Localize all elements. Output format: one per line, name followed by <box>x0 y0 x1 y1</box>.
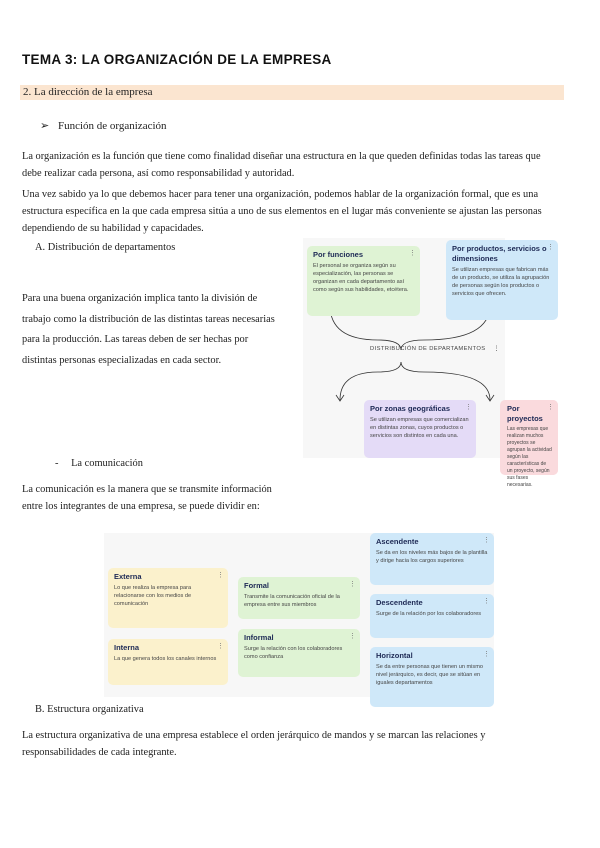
paragraph-organizacion <box>22 148 577 182</box>
diagram-center-text: DISTRIBUCIÓN DE DEPARTAMENTOS <box>370 346 486 352</box>
card-informal <box>238 629 360 677</box>
card-formal <box>238 577 360 619</box>
paragraph-comunicacion <box>22 481 322 515</box>
paragraph-line: dependiendo de su habilidad y capacidades. <box>22 223 204 234</box>
card-por-proyectos-content <box>501 400 558 488</box>
paragraph-line: responsabilidades de cada integrante. <box>22 747 177 758</box>
card-body: Se da entre personas que tienen un mismo nivel jerárquico, es decir, que se sitúan en iguales departamentos <box>376 664 483 686</box>
card-horizontal <box>370 647 494 707</box>
card-ascendente <box>370 533 494 585</box>
diagram-center-label <box>370 346 500 352</box>
more-icon: ⋮ <box>547 404 554 411</box>
paragraph-line: para la producción. Las tareas deben de ser hechas por <box>22 334 249 345</box>
card-body: Se utilizan empresas que fabrican más de un producto, se utiliza la agrupación de personas según los productos o servicios que ofrecen. <box>452 267 550 297</box>
card-title: Descendente <box>376 598 423 607</box>
page-title: TEMA 3: LA ORGANIZACIÓN DE LA EMPRESA <box>22 52 332 67</box>
paragraph-line: La comunicación es la manera que se transmite información <box>22 484 272 495</box>
more-icon: ⋮ <box>483 651 490 658</box>
arrow-bullet-icon: ➢ <box>40 120 50 132</box>
more-icon: ⋮ <box>547 244 554 251</box>
card-por-zonas <box>364 400 476 458</box>
card-title: Ascendente <box>376 537 419 546</box>
card-body: El personal se organiza según su especialización, las personas se organizan en cada departamento así como según sus habilidades, etcétera. <box>313 263 409 293</box>
more-icon: ⋮ <box>349 633 356 640</box>
card-title: Por funciones <box>313 250 364 259</box>
card-body: Las empresas que realizan muchos proyectos se agrupan la actividad según las características de un proyecto, según sus fases necesarias. <box>507 426 552 488</box>
card-body: Lo que realiza la empresa para relacionarse con los medios de comunicación <box>114 585 192 607</box>
more-icon: ⋮ <box>349 581 356 588</box>
card-title: Formal <box>244 581 270 590</box>
card-body: Se da en los niveles más bajos de la plantilla y dirige hacia los cargos superiores <box>376 550 488 564</box>
card-interna <box>108 639 228 685</box>
card-title: Por zonas geográficas <box>370 404 451 413</box>
more-icon: ⋮ <box>409 250 416 257</box>
paragraph-line: entre los integrantes de una empresa, se puede dividir en: <box>22 501 260 512</box>
card-descendente <box>370 594 494 638</box>
card-title: Interna <box>114 643 140 652</box>
card-title: Por proyectos <box>507 404 543 423</box>
card-body: La que genera todos los canales internos <box>114 656 217 662</box>
paragraph-estructura <box>22 727 577 761</box>
dash-heading-text: La comunicación <box>71 458 143 469</box>
more-icon: ⋮ <box>217 572 224 579</box>
card-title: Por productos, servicios o dimensiones <box>452 244 547 263</box>
card-por-funciones <box>307 246 420 316</box>
card-body: Transmite la comunicación oficial de la empresa entre sus miembros <box>244 594 340 608</box>
more-icon: ⋮ <box>483 598 490 605</box>
bullet-heading <box>40 119 167 132</box>
paragraph-line: estructura específica en la que cada empresa sitúa a uno de sus elementos en el lugar más conveniente se ajustan las personas <box>22 206 542 217</box>
paragraph-line: Una vez sabido ya lo que debemos hacer para tener una organización, podemos hablar de la organización formal, que es una <box>22 189 539 200</box>
card-externa <box>108 568 228 628</box>
paragraph-distribucion <box>22 289 302 371</box>
section-heading: 2. La dirección de la empresa <box>23 86 153 98</box>
card-por-productos <box>446 240 558 320</box>
card-body: Se utilizan empresas que comercializan en distintas zonas, cuyos productos o servicios son distintos en cada una. <box>370 417 469 439</box>
bullet-heading-text: Función de organización <box>57 120 167 132</box>
subheading-a: A. Distribución de departamentos <box>35 242 176 253</box>
paragraph-line: trabajo como la distribución de las distintas tareas necesarias <box>22 313 275 325</box>
card-title: Externa <box>114 572 142 581</box>
more-icon: ⋮ <box>465 404 472 411</box>
more-icon: ⋮ <box>483 537 490 544</box>
paragraph-line: La estructura organizativa de una empresa establece el orden jerárquico de mandos y se marcan las relaciones y <box>22 730 486 741</box>
dash-marker: - <box>55 458 59 469</box>
more-icon: ⋮ <box>493 346 500 352</box>
card-body: Surge la relación con los colaboradores como confianza <box>244 646 343 660</box>
paragraph-line: Para una buena organización implica tanto la división de <box>22 293 258 304</box>
more-icon: ⋮ <box>217 643 224 650</box>
paragraph-line: La organización es la función que tiene como finalidad diseñar una estructura en la que queden definidas todas las tareas que <box>22 151 541 162</box>
card-body: Surge de la relación por los colaboradores <box>376 611 482 617</box>
subheading-b: B. Estructura organizativa <box>35 704 144 715</box>
dash-heading <box>55 458 143 469</box>
card-title: Horizontal <box>376 651 413 660</box>
paragraph-organizacion-formal <box>22 186 577 237</box>
paragraph-line: debe realizar cada persona, así como responsabilidad y autoridad. <box>22 168 295 179</box>
card-title: Informal <box>244 633 274 642</box>
paragraph-line: distintas personas especializadas en cada sector. <box>22 354 222 366</box>
